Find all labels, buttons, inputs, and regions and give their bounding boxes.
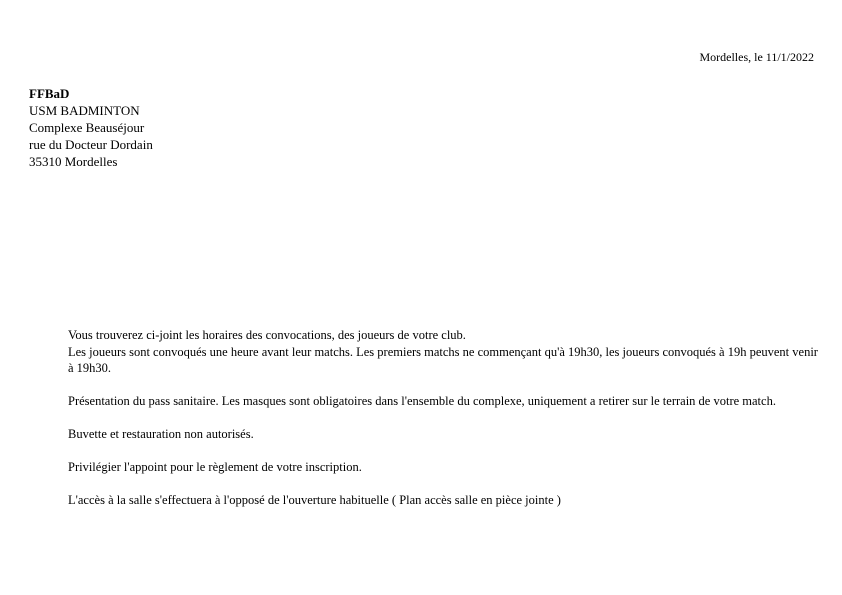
- body-text-arrival-time: Les joueurs sont convoqués une heure avant leur matchs. Les premiers matchs ne commençant qu'à 19h30, les joueurs convoqués à 19h peuvent venir à 19h30.: [68, 344, 818, 375]
- sender-street: rue du Docteur Dordain: [29, 137, 153, 152]
- body-paragraph-payment: Privilégier l'appoint pour le règlement de votre inscription.: [68, 460, 362, 474]
- sender-venue: Complexe Beauséjour: [29, 120, 145, 135]
- letter-body: [68, 327, 818, 525]
- body-paragraph-refreshments: Buvette et restauration non autorisés.: [68, 427, 254, 441]
- sender-club-name: USM BADMINTON: [29, 103, 140, 118]
- sender-organization: FFBaD: [29, 86, 70, 101]
- sender-address-block: [29, 85, 153, 170]
- body-text-schedule: Vous trouverez ci-joint les horaires des convocations, des joueurs de votre club.: [68, 328, 466, 342]
- sender-city: 35310 Mordelles: [29, 154, 118, 169]
- letter-date: Mordelles, le 11/1/2022: [699, 50, 814, 64]
- body-paragraph-convocations: [68, 327, 818, 377]
- body-paragraph-sanitary: Présentation du pass sanitaire. Les masques sont obligatoires dans l'ensemble du complexe, uniquement a retirer sur le terrain de votre match.: [68, 394, 776, 408]
- body-paragraph-access: L'accès à la salle s'effectuera à l'opposé de l'ouverture habituelle ( Plan accès salle en pièce jointe ): [68, 493, 561, 507]
